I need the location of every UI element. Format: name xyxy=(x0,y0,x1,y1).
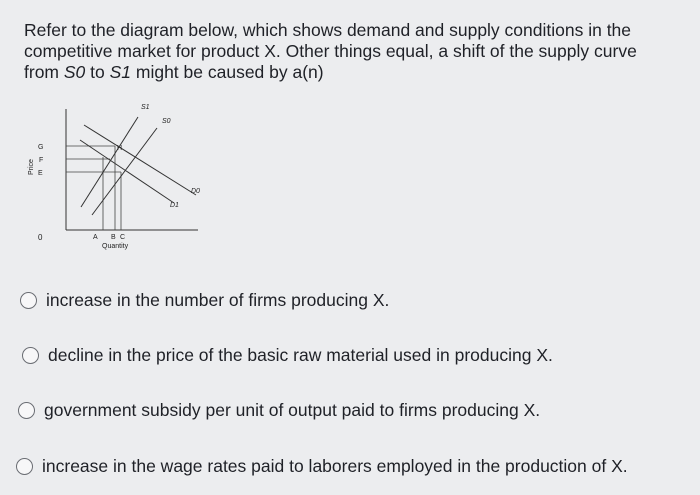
question-line-1: Refer to the diagram below, which shows demand and supply conditions in the xyxy=(24,20,632,40)
option-4[interactable] xyxy=(16,453,628,479)
option-2[interactable] xyxy=(22,342,553,368)
radio-button-2[interactable] xyxy=(22,347,39,364)
supply-demand-diagram xyxy=(26,95,216,260)
radio-button-1[interactable] xyxy=(20,292,37,309)
question-line-3-mid: to xyxy=(85,62,110,82)
demand-curve-d0 xyxy=(84,125,196,195)
option-1-label: increase in the number of firms producing X. xyxy=(46,289,390,310)
question-line-3 xyxy=(24,62,674,83)
question-text xyxy=(24,20,674,83)
option-2-label: decline in the price of the basic raw material used in producing X. xyxy=(48,344,553,365)
demand-curve-d1-label: D1 xyxy=(170,202,179,209)
price-label-f: F xyxy=(39,157,44,164)
question-line-3-suffix: might be caused by a(n) xyxy=(131,62,324,82)
radio-button-3[interactable] xyxy=(18,402,35,419)
option-4-label: increase in the wage rates paid to laborers employed in the production of X. xyxy=(42,455,628,476)
question-line-3-prefix: from xyxy=(24,62,64,82)
demand-curve-d0-label: D0 xyxy=(191,188,200,195)
price-label-e: E xyxy=(38,170,43,177)
option-1[interactable] xyxy=(20,287,389,313)
radio-button-4[interactable] xyxy=(16,458,33,475)
point-label-h: H xyxy=(117,145,123,152)
supply-curve-s1-label: S1 xyxy=(141,104,150,111)
supply-label-s0: S0 xyxy=(63,62,86,82)
supply-label-s1: S1 xyxy=(109,62,132,82)
supply-curve-s1 xyxy=(81,117,138,207)
option-3-label: government subsidy per unit of output paid to firms producing X. xyxy=(44,399,541,420)
demand-curve-d1 xyxy=(80,140,174,203)
price-axis-label: Price xyxy=(28,159,35,175)
quantity-label-c: C xyxy=(120,234,126,241)
quantity-label-a: A xyxy=(93,234,98,241)
quantity-axis-label: Quantity xyxy=(102,243,129,250)
quantity-label-b: B xyxy=(111,234,116,241)
price-label-g: G xyxy=(38,144,44,151)
supply-curve-s0-label: S0 xyxy=(162,118,171,125)
supply-curve-s0 xyxy=(92,128,157,215)
question-line-2: competitive market for product X. Other things equal, a shift of the supply curve xyxy=(24,41,637,61)
origin-label: 0 xyxy=(38,233,43,242)
option-3[interactable] xyxy=(18,397,540,423)
